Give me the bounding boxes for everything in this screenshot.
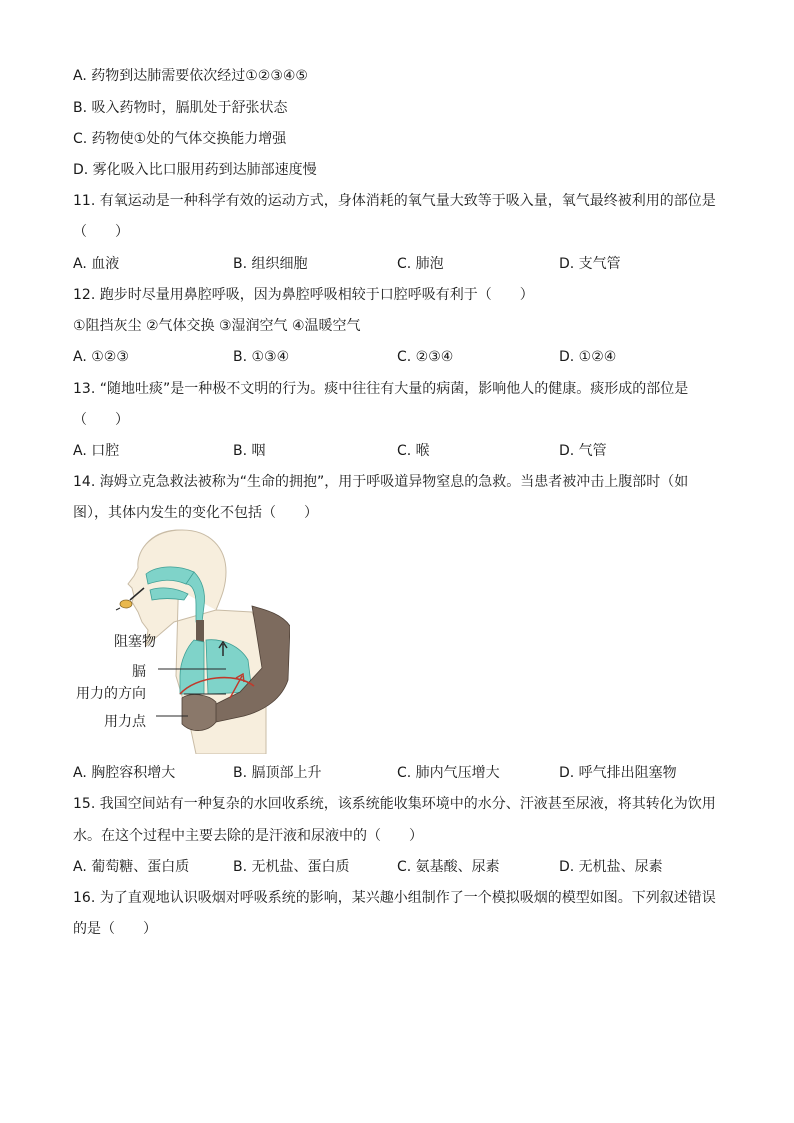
q13-stem-blank: （ ） — [73, 412, 129, 428]
q11-option-b: B. 组织细胞 — [233, 256, 308, 272]
q12-option-d: D. ①②④ — [559, 349, 617, 365]
q13-options — [73, 442, 733, 460]
label-force-direction: 用力的方向 — [76, 686, 146, 702]
q12-stem: 12. 跑步时尽量用鼻腔呼吸，因为鼻腔呼吸相较于口腔呼吸有利于（ ） — [73, 287, 534, 303]
q14-option-c: C. 肺内气压增大 — [397, 765, 500, 781]
q14-option-b: B. 膈顶部上升 — [233, 765, 322, 781]
q14-stem: 14. 海姆立克急救法被称为“生命的拥抱”，用于呼吸道异物窒息的急救。当患者被冲击上腹部时（如 — [73, 474, 689, 490]
q15-options — [73, 858, 733, 876]
obstruction-line — [116, 608, 120, 610]
heimlich-figure — [76, 526, 290, 754]
q15-option-b: B. 无机盐、蛋白质 — [233, 859, 350, 875]
q15-option-a: A. 葡萄糖、蛋白质 — [73, 859, 190, 875]
q15-option-c: C. 氨基酸、尿素 — [397, 859, 500, 875]
q13-option-b: B. 咽 — [233, 443, 266, 459]
q12-choices: ①阻挡灰尘 ②气体交换 ③湿润空气 ④温暖空气 — [73, 318, 361, 334]
q12-option-c: C. ②③④ — [397, 349, 454, 365]
q10-option-c: C. 药物使①处的气体交换能力增强 — [73, 131, 287, 147]
q12-option-b: B. ①③④ — [233, 349, 290, 365]
q14-options — [73, 764, 733, 782]
q10-option-d: D. 雾化吸入比口服用药到达肺部速度慢 — [73, 162, 317, 178]
label-diaphragm: 膈 — [132, 664, 146, 680]
q15-option-d: D. 无机盐、尿素 — [559, 859, 663, 875]
q11-stem: 11. 有氧运动是一种科学有效的运动方式，身体消耗的氧气量大致等于吸入量，氧气最终被利用的部位是 — [73, 193, 716, 209]
q10-option-b: B. 吸入药物时，膈肌处于舒张状态 — [73, 100, 288, 116]
q13-option-c: C. 喉 — [397, 443, 430, 459]
label-obstruction: 阻塞物 — [114, 634, 156, 650]
q15-stem-cont: 水。在这个过程中主要去除的是汗液和尿液中的（ ） — [73, 828, 423, 844]
q10-option-a: A. 药物到达肺需要依次经过①②③④⑤ — [73, 68, 308, 84]
q11-option-a: A. 血液 — [73, 256, 120, 272]
q14-option-d: D. 呼气排出阻塞物 — [559, 765, 677, 781]
obstruction-object — [120, 600, 132, 608]
q15-stem: 15. 我国空间站有一种复杂的水回收系统，该系统能收集环境中的水分、汗液甚至尿液，将其转化为饮用 — [73, 796, 716, 812]
rescuer-fist — [182, 695, 216, 731]
q16-stem-cont: 的是（ ） — [73, 921, 157, 937]
q13-option-d: D. 气管 — [559, 443, 607, 459]
q14-option-a: A. 胸腔容积增大 — [73, 765, 176, 781]
q14-stem-cont: 图），其体内发生的变化不包括（ ） — [73, 505, 318, 521]
q11-option-c: C. 肺泡 — [397, 256, 444, 272]
q12-options — [73, 348, 733, 366]
label-force-point: 用力点 — [104, 714, 146, 730]
q11-stem-blank: （ ） — [73, 224, 129, 240]
q13-option-a: A. 口腔 — [73, 443, 120, 459]
q16-stem: 16. 为了直观地认识吸烟对呼吸系统的影响，某兴趣小组制作了一个模拟吸烟的模型如图。下列叙述错误 — [73, 890, 716, 906]
trachea — [196, 620, 204, 642]
q13-stem: 13. “随地吐痰”是一种极不文明的行为。痰中往往有大量的病菌，影响他人的健康。痰形成的部位是 — [73, 381, 689, 397]
q11-options — [73, 255, 733, 273]
q12-option-a: A. ①②③ — [73, 349, 129, 365]
q11-option-d: D. 支气管 — [559, 256, 621, 272]
